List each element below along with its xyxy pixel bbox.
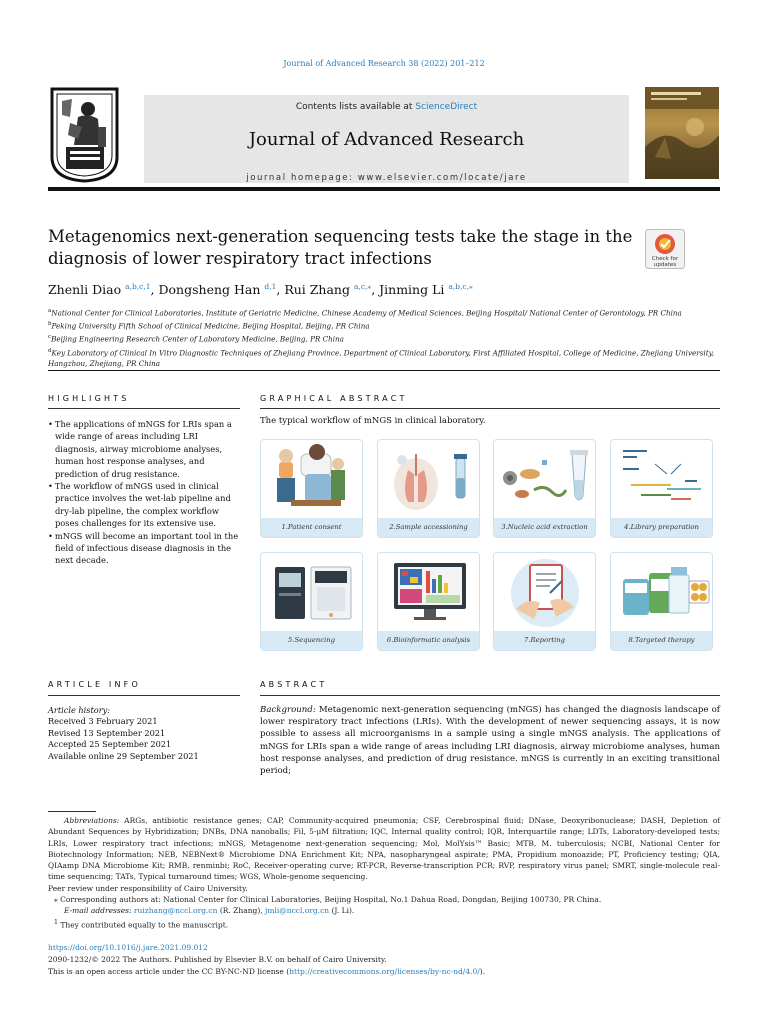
- graphical-abstract-rule: [260, 408, 720, 409]
- journal-citation[interactable]: Journal of Advanced Research 38 (2022) 201–212: [283, 59, 485, 68]
- history-online: Available online 29 September 2021: [48, 750, 199, 761]
- license-link[interactable]: http://creativecommons.org/licenses/by-nc-nd/4.0/: [289, 967, 480, 976]
- email-link-li[interactable]: jmli@nccl.org.cn: [265, 906, 330, 916]
- workflow-step-reporting: [493, 552, 596, 651]
- step-label: 3.Nucleic acid extraction: [494, 518, 595, 537]
- corresponding-authors-note: [48, 894, 720, 905]
- affiliations-rule: [48, 370, 720, 371]
- step-label: 1.Patient consent: [261, 518, 362, 537]
- article-title: Metagenomics next-generation sequencing tests take the stage in the diagnosis of lower respiratory tract infections: [48, 227, 633, 268]
- author-separator: ,: [276, 282, 285, 298]
- author-list: [48, 282, 473, 297]
- step-label: 6.Bioinformatic analysis: [378, 631, 479, 650]
- abbreviations-text: ARGs, antibiotic resistance genes; CAP, Community-acquired pneumonia; CSF, Cerebrospinal fluid; DNase, Deoxyribonuclease; DASH, Depletion of Abundant Sequences by Hybridization; DNBs, DNA nanoballs; Fil, 5-μM filtration; IQC, Internal quality control; IQR, Interquartile range; LDTs, Laboratory-developed tests; LRIs, Lower respiratory tract infections; mNGS, Metagenome next-generation sequencing; Mol, MolYsis™ Basic; MTB, M. tuberculosis; NCBI, National Center for Biotechnology Information; NEB, NEBNext® Microbiome DNA Enrichment Kit; NPA, nasopharyngeal aspirate; PMA, Propidium monoazide; PT, Proficiency testing; QIA, QIAamp DNA Microbiome Kit; RMB, renminbi; RoC, Receiver-operating curve; RT-PCR, Reverse-transcription PCR; RVP, respiratory virus panel; SMRT, single-molecule real-time sequencing; TATs, Typical turnaround times; WGS, Whole-genome sequencing.: [48, 816, 721, 882]
- graphical-abstract-caption: The typical workflow of mNGS in clinical laboratory.: [260, 416, 486, 426]
- sequencer-illustration: [261, 553, 363, 633]
- history-revised: Revised 13 September 2021: [48, 727, 166, 738]
- contents-line: [144, 102, 629, 112]
- highlight-item: • The workflow of mNGS used in clinical practice involves the wet-lab pipeline and dry-lab pipeline, the complex workflow poses challenges for its extensive use.: [48, 480, 240, 530]
- highlights-rule: [48, 408, 240, 409]
- author-affiliation-marks[interactable]: a,b,c,1: [125, 282, 151, 291]
- highlight-item: • The applications of mNGS for LRIs span a wide range of areas including LRI diagnosis, airway microbiome analyses, human host response analyses, and prediction of drug resistance.: [48, 418, 240, 480]
- journal-homepage[interactable]: journal homepage: www.elsevier.com/locate/jare: [246, 173, 527, 183]
- highlights-heading: HIGHLIGHTS: [48, 394, 130, 403]
- workflow-step-patient-consent: [260, 439, 363, 538]
- library-fragments-illustration: [611, 440, 713, 520]
- abbreviations-label: Abbreviations:: [64, 816, 120, 825]
- peer-review-note: Peer review under responsibility of Cairo University.: [48, 883, 248, 893]
- license-prefix: This is an open access article under the CC BY-NC-ND license (: [48, 967, 290, 976]
- corresponding-mark: ⁎: [54, 895, 58, 905]
- medicine-illustration: [611, 553, 713, 633]
- author-name: Zhenli Diao: [48, 282, 122, 298]
- affiliation-item: $^b$Peking University Fifth School of Clinical Medicine, Beijing Hospital, Beijing, PR China: [48, 321, 370, 331]
- abstract-text: [260, 704, 720, 777]
- affiliation-item: $^a$National Center for Clinical Laboratories, Institute of Geriatric Medicine, Chinese Academy of Medical Sciences, Beijing Hospital/ National Center of Gerontology, PR China: [48, 308, 682, 318]
- graphical-abstract-heading: GRAPHICAL ABSTRACT: [260, 394, 408, 403]
- author-name: Rui Zhang: [284, 282, 350, 298]
- workflow-step-sequencing: [260, 552, 363, 651]
- abstract-label: Background:: [260, 705, 316, 715]
- email-owner: (J. Li).: [331, 906, 355, 916]
- affiliation-list: [48, 306, 720, 370]
- equal-contribution-note: [48, 917, 720, 931]
- highlights-list: [48, 418, 240, 567]
- abbreviations-footnote: [48, 815, 720, 883]
- author-affiliation-marks[interactable]: a,c,⁎: [353, 282, 372, 291]
- report-clipboard-illustration: [494, 553, 596, 633]
- history-received: Received 3 February 2021: [48, 716, 158, 727]
- author-affiliation-marks[interactable]: d,1: [264, 282, 277, 291]
- footnotes: [48, 815, 720, 930]
- author-affiliation-marks[interactable]: a,b,c,⁎: [448, 282, 473, 291]
- workflow-step-bioinformatic-analysis: [377, 552, 480, 651]
- doctor-patient-illustration: [261, 440, 363, 520]
- sciencedirect-link[interactable]: ScienceDirect: [415, 102, 478, 112]
- article-info-heading: ARTICLE INFO: [48, 680, 141, 689]
- license-suffix: ).: [479, 967, 486, 976]
- article-history: [48, 705, 238, 762]
- crossmark-label-line1: Check for: [651, 256, 679, 262]
- graphical-abstract-figure[interactable]: [260, 439, 720, 653]
- equal-contribution-mark: 1: [54, 918, 58, 926]
- journal-title: Journal of Advanced Research: [248, 129, 525, 150]
- journal-cover-image[interactable]: [645, 87, 719, 179]
- step-label: 8.Targeted therapy: [611, 631, 712, 650]
- equal-contribution-text: They contributed equally to the manuscript.: [60, 920, 229, 930]
- issn-copyright: 2090-1232/© 2022 The Authors. Published by Elsevier B.V. on behalf of Cairo University.: [48, 955, 387, 964]
- email-owner: (R. Zhang),: [219, 906, 263, 916]
- corresponding-text: Corresponding authors at: National Center for Clinical Laboratories, Beijing Hospital, No.1 Dahua Road, Dongdan, Beijing 100730, PR China.: [60, 895, 602, 905]
- abstract-rule: [260, 695, 720, 696]
- doi-link[interactable]: https://doi.org/10.1016/j.jare.2021.09.012: [48, 943, 208, 952]
- author-separator: ,: [150, 282, 159, 298]
- workflow-step-nucleic-acid-extraction: [493, 439, 596, 538]
- history-accepted: Accepted 25 September 2021: [48, 739, 172, 750]
- step-label: 2.Sample accessioning: [378, 518, 479, 537]
- workflow-step-targeted-therapy: [610, 552, 713, 651]
- footnote-rule: [48, 811, 96, 812]
- journal-header-band: [144, 95, 629, 183]
- author-separator: ,: [371, 282, 380, 298]
- check-for-updates-button[interactable]: [645, 229, 685, 269]
- license-line: [48, 966, 720, 978]
- workflow-step-sample-accessioning: [377, 439, 480, 538]
- author-name: Dongsheng Han: [158, 282, 261, 298]
- affiliation-item: $^d$Key Laboratory of Clinical In Vitro Diagnostic Techniques of Zhejiang Province, Department of Clinical Laboratory, First Affiliated Hospital, College of Medicine, Zhejiang University, Hangzhou, Zhejiang, PR China: [48, 347, 714, 368]
- journal-masthead: [48, 87, 720, 189]
- workflow-step-library-preparation: [610, 439, 713, 538]
- lung-sample-illustration: [378, 440, 480, 520]
- highlight-item: • mNGS will become an important tool in the field of infectious disease diagnosis in the next decade.: [48, 530, 240, 567]
- masthead-rule: [48, 187, 720, 191]
- email-label: E-mail addresses:: [64, 906, 132, 916]
- author-name: Jinming Li: [379, 282, 445, 298]
- step-label: 7.Reporting: [494, 631, 595, 650]
- affiliation-item: $^c$Beijing Engineering Research Center of Laboratory Medicine, Beijing, PR China: [48, 334, 344, 344]
- crossmark-label-line2: updates: [653, 262, 677, 268]
- doi-license-block: [48, 942, 720, 978]
- step-label: 4.Library preparation: [611, 518, 712, 537]
- abstract-heading: ABSTRACT: [260, 680, 328, 689]
- contents-prefix: Contents lists available at: [295, 102, 413, 112]
- microbe-tube-illustration: [494, 440, 596, 520]
- analysis-monitor-illustration: [378, 553, 480, 633]
- article-info-rule: [48, 695, 240, 696]
- publisher-logo: [48, 87, 121, 183]
- email-addresses: [48, 905, 720, 916]
- abstract-paragraph: Metagenomic next-generation sequencing (mNGS) has changed the diagnosis landscape of lower respiratory tract infections (LRIs). With the development of newer sequencing assays, it is now possible to assess all microorganisms in a sample using a single mNGS analysis. The applications of mNGS for LRIs span a wide range of areas including LRI diagnosis, airway microbiome analyses, human host response analyses, and prediction of drug resistance. mNGS is currently in an exciting transitional period;: [260, 705, 720, 777]
- article-history-label: Article history:: [48, 705, 110, 715]
- step-label: 5.Sequencing: [261, 631, 362, 650]
- email-link-zhang[interactable]: ruizhang@nccl.org.cn: [133, 906, 218, 916]
